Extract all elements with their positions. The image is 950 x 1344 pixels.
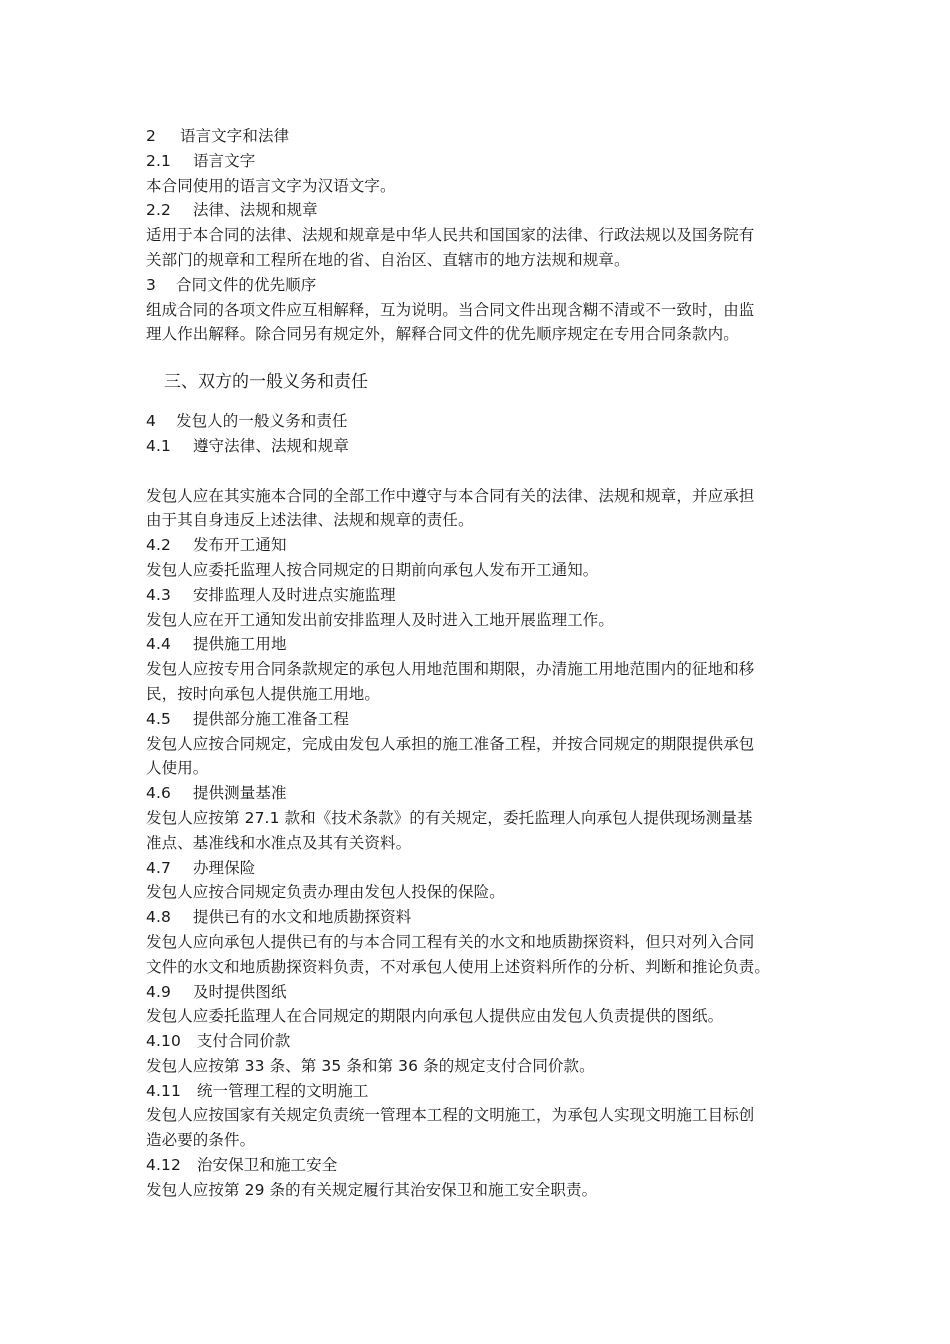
clause-text: 发包人应按第 33 条、第 35 条和第 36 条的规定支付合同价款。: [146, 1056, 595, 1075]
clause-number: 4.3: [146, 585, 171, 604]
clause-heading-4-10: [146, 1029, 806, 1054]
clause-text: 发包人应委托监理人按合同规定的日期前向承包人发布开工通知。: [146, 560, 599, 579]
clause-number: 4.10: [146, 1032, 181, 1051]
clause-text: 发包人应在其实施本合同的全部工作中遵守与本合同有关的法律、法规和规章，并应承担: [146, 486, 755, 505]
clause-text: 人使用。: [146, 759, 209, 778]
clause-heading-4-2: [146, 533, 806, 558]
clause-title: 及时提供图纸: [192, 982, 287, 1001]
section-title: 合同文件的优先顺序: [175, 275, 317, 294]
clause-title: 提供施工用地: [192, 635, 287, 654]
clause-heading-4-12: [146, 1153, 806, 1178]
clause-heading-4-7: [146, 856, 806, 881]
clause-heading-4-9: [146, 980, 806, 1005]
clause-text: 本合同使用的语言文字为汉语文字。: [146, 176, 396, 195]
clause-title: 统一管理工程的文明施工: [196, 1081, 369, 1100]
section-heading-3: [146, 273, 806, 298]
clause-text: 发包人应委托监理人在合同规定的期限内向承包人提供应由发包人负责提供的图纸。: [146, 1007, 724, 1026]
clause-number: 4.6: [146, 784, 171, 803]
section-number: 3: [146, 275, 156, 294]
clause-heading-4-11: [146, 1079, 806, 1104]
clause-text: 发包人应按第 29 条的有关规定履行其治安保卫和施工安全职责。: [146, 1180, 598, 1199]
clause-number: 4.12: [146, 1156, 181, 1175]
clause-text: 文件的水文和地质勘探资料负责，不对承包人使用上述资料所作的分析、判断和推论负责。: [146, 957, 771, 976]
section-heading-4: [146, 409, 806, 434]
clause-text: 组成合同的各项文件应互相解释，互为说明。当合同文件出现含糊不清或不一致时，由监: [146, 300, 755, 319]
clause-heading-4-6: [146, 781, 806, 806]
clause-number: 4.7: [146, 858, 171, 877]
section-heading-2: [146, 124, 806, 149]
clause-title: 法律、法规和规章: [192, 201, 318, 220]
clause-text: 发包人应按合同规定，完成由发包人承担的施工准备工程，并按合同规定的期限提供承包: [146, 734, 755, 753]
clause-heading-4-3: [146, 583, 806, 608]
clause-number: 2.1: [146, 151, 171, 170]
clause-title: 治安保卫和施工安全: [196, 1156, 338, 1175]
clause-title: 办理保险: [192, 858, 256, 877]
clause-number: 4.2: [146, 536, 171, 555]
clause-number: 4.11: [146, 1081, 181, 1100]
clause-text: 理人作出解释。除合同另有规定外，解释合同文件的优先顺序规定在专用合同条款内。: [146, 325, 739, 344]
clause-title: 支付合同价款: [196, 1032, 291, 1051]
clause-text: 准点、基准线和水准点及其有关资料。: [146, 833, 412, 852]
document-page: [146, 124, 806, 1203]
clause-title: 遵守法律、法规和规章: [192, 436, 349, 455]
clause-text: 发包人应按合同规定负责办理由发包人投保的保险。: [146, 883, 505, 902]
clause-text: 民，按时向承包人提供施工用地。: [146, 684, 381, 703]
clause-heading-4-5: [146, 707, 806, 732]
clause-title: 发布开工通知: [192, 536, 287, 555]
clause-text: 造必要的条件。: [146, 1131, 256, 1150]
clause-text: 由于其自身违反上述法律、法规和规章的责任。: [146, 511, 474, 530]
clause-text: 发包人应在开工通知发出前安排监理人及时进入工地开展监理工作。: [146, 610, 615, 629]
clause-title: 安排监理人及时进点实施监理: [192, 585, 396, 604]
clause-number: 4.4: [146, 635, 171, 654]
clause-number: 2.2: [146, 201, 171, 220]
clause-title: 提供测量基准: [192, 784, 287, 803]
clause-heading-4-1: [146, 434, 806, 459]
clause-text: 发包人应按第 27.1 款和《技术条款》的有关规定，委托监理人向承包人提供现场测量基: [146, 808, 753, 827]
clause-text: 关部门的规章和工程所在地的省、自治区、直辖市的地方法规和规章。: [146, 250, 630, 269]
chapter-title: 三、双方的一般义务和责任: [164, 372, 368, 393]
clause-number: 4.8: [146, 908, 171, 927]
clause-number: 4.5: [146, 709, 171, 728]
clause-number: 4.9: [146, 982, 171, 1001]
clause-number: 4.1: [146, 436, 171, 455]
clause-text: 发包人应向承包人提供已有的与本合同工程有关的水文和地质勘探资料，但只对列入合同: [146, 932, 755, 951]
clause-heading-4-4: [146, 632, 806, 657]
clause-heading-4-8: [146, 905, 806, 930]
section-number: 2: [146, 127, 156, 145]
clause-title: 提供部分施工准备工程: [192, 709, 349, 728]
clause-text: 发包人应按专用合同条款规定的承包人用地范围和期限，办清施工用地范围内的征地和移: [146, 660, 755, 679]
clause-text: 发包人应按国家有关规定负责统一管理本工程的文明施工，为承包人实现文明施工目标创: [146, 1106, 755, 1125]
clause-text: 适用于本合同的法律、法规和规章是中华人民共和国国家的法律、行政法规以及国务院有: [146, 226, 755, 245]
clause-title: 语言文字: [192, 151, 256, 170]
clause-heading-2-2: [146, 198, 806, 223]
section-number: 4: [146, 412, 156, 431]
section-title: 语言文字和法律: [179, 127, 290, 145]
section-title: 发包人的一般义务和责任: [175, 412, 348, 431]
clause-heading-2-1: [146, 149, 806, 174]
clause-title: 提供已有的水文和地质勘探资料: [192, 908, 412, 927]
